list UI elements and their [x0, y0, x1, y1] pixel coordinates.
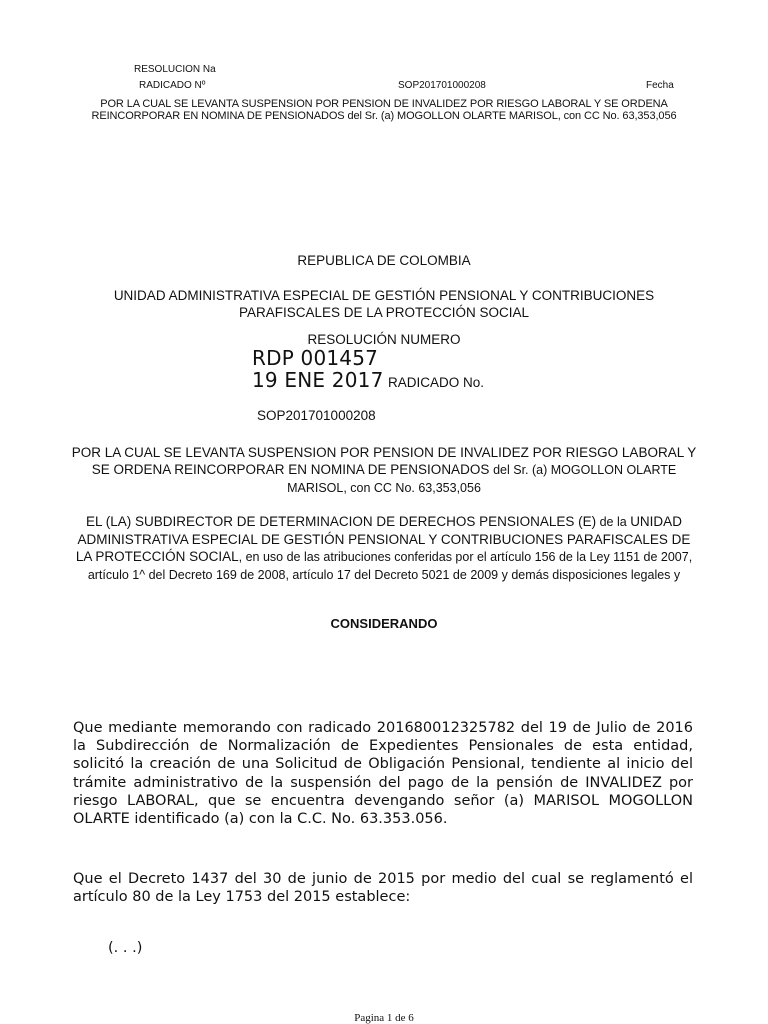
authority-tail: , en uso de las atribuciones conferidas por el artículo 156 de la Ley 1151 de 2007, artículo 1^ del Decreto 169 de 2008, artículo 17 del Decreto 5021 de 2009 y demás disposiciones legales y [87, 550, 693, 582]
authority-upper: EL (LA) SUBDIRECTOR DE DETERMINACION DE DERECHOS PENSIONALES (E) [86, 514, 597, 529]
authority-paragraph [70, 513, 698, 584]
header-radicado-label: RADICADO Nº [139, 80, 206, 91]
ellipsis: (. . .) [108, 940, 143, 956]
header-resolucion-label: RESOLUCION Na [134, 64, 216, 75]
resolucion-numero-label: RESOLUCIÓN NUMERO [307, 332, 461, 347]
body-paragraph-2: Que el Decreto 1437 del 30 de junio de 2015 por medio del cual se reglamentó el artículo 80 de la Ley 1753 del 2015 establece: [73, 871, 693, 906]
resolution-title-tail: del Sr. (a) MOGOLLON OLARTE MARISOL, con CC No. 63,353,056 [287, 463, 677, 495]
header-fecha-label: Fecha [646, 80, 674, 91]
authority-entity: UNIDAD ADMINISTRATIVA ESPECIAL DE GESTIÓN PENSIONAL Y CONTRIBUCIONES PARAFISCALES DE LA PROTECCIÓN SOCIAL [75, 514, 691, 564]
resolution-stamp-date: 19 ENE 2017 [252, 368, 384, 392]
authority-mid: de la [596, 515, 631, 529]
header-radicado-value: SOP201701000208 [398, 80, 486, 91]
resolution-title [70, 444, 698, 497]
page-number: Pagina 1 de 6 [354, 1012, 414, 1024]
radicado-no-value: SOP201701000208 [257, 408, 376, 423]
entity-line-2: PARAFISCALES DE LA PROTECCIÓN SOCIAL [238, 305, 530, 320]
body-paragraph-1: Que mediante memorando con radicado 201680012325782 del 19 de Julio de 2016 la Subdirección de Normalización de Expedientes Pensionales de esta entidad, solicitó la creación de una Solicitud de Obligación Pensional, tendiente al inicio del trámite administrativo de la suspensión del pago de la pensión de INVALIDEZ por riesgo LABORAL, que se encuentra devengando señor (a) MARISOL MOGOLLON OLARTE identificado (a) con la C.C. No. 63.353.056. [73, 720, 693, 828]
considerando-heading: CONSIDERANDO [330, 616, 438, 631]
entity-line-1: UNIDAD ADMINISTRATIVA ESPECIAL DE GESTIÓN PENSIONAL Y CONTRIBUCIONES [113, 288, 655, 303]
radicado-no-label: RADICADO No. [387, 375, 484, 390]
header-title: POR LA CUAL SE LEVANTA SUSPENSION POR PENSION DE INVALIDEZ POR RIESGO LABORAL Y SE ORDENA REINCORPORAR EN NOMINA DE PENSIONADOS del Sr. (a) MOGOLLON OLARTE MARISOL, con CC No. 63,353,056 [91, 98, 677, 122]
resolution-stamp-number: RDP 001457 [252, 346, 379, 370]
country-heading: REPUBLICA DE COLOMBIA [297, 253, 471, 268]
resolution-date-row [252, 369, 484, 392]
resolution-title-upper: POR LA CUAL SE LEVANTA SUSPENSION POR PENSION DE INVALIDEZ POR RIESGO LABORAL Y SE ORDENA REINCORPORAR EN NOMINA DE PENSIONADOS [71, 445, 697, 477]
